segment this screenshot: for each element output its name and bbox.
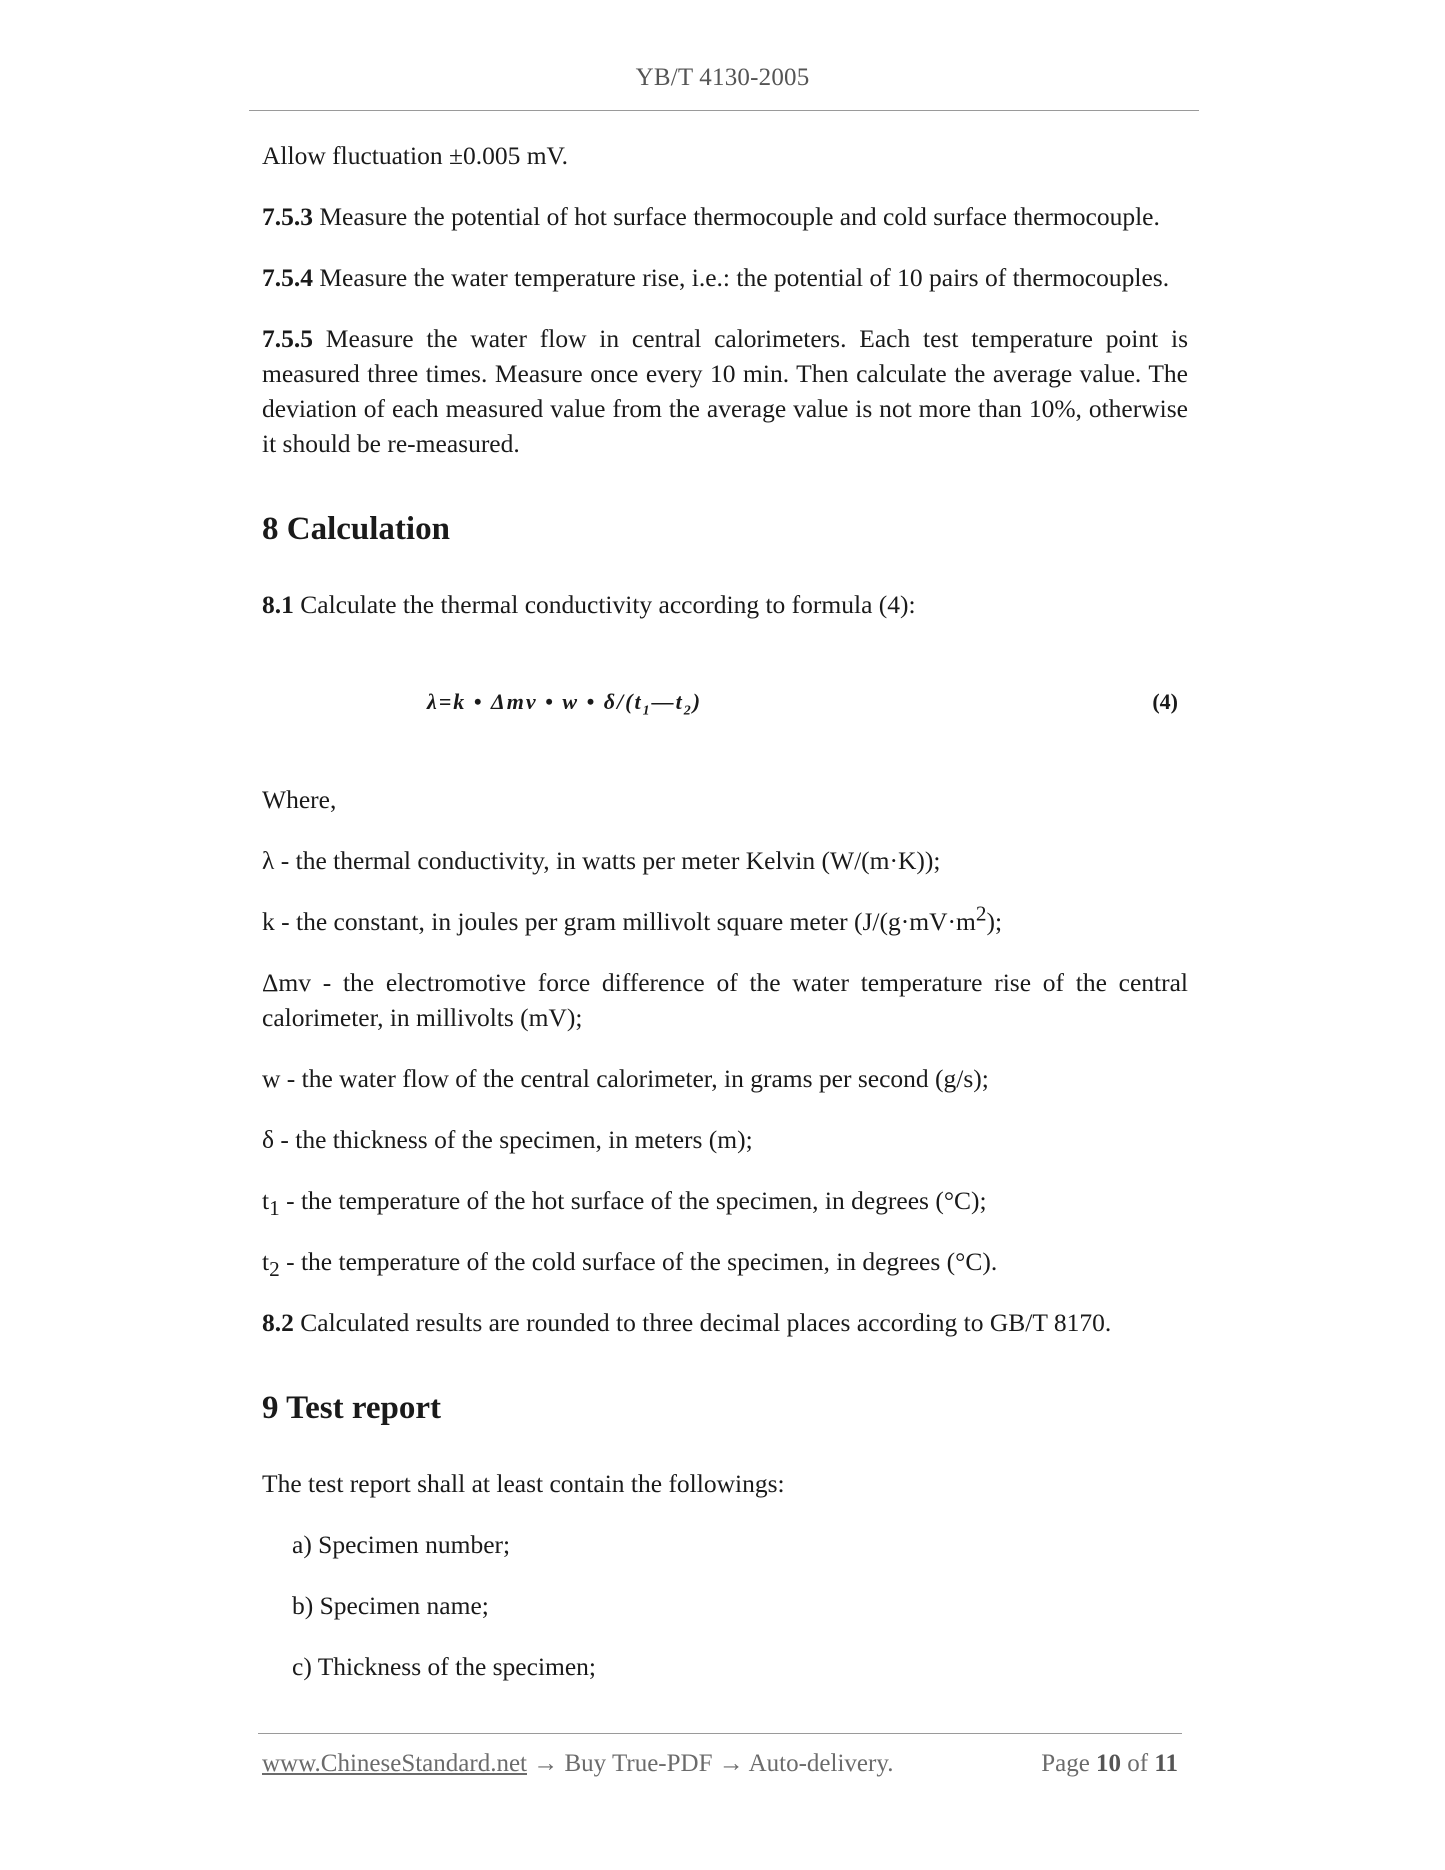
clause-8-1 — [262, 587, 1188, 622]
definition-t2: $t_2$ - the temperature of the cold surface of the specimen, in degrees (°C). — [262, 1247, 998, 1282]
definition-lambda: λ - the thermal conductivity, in watts per meter Kelvin (W/(m·K)); — [262, 846, 941, 875]
clause-7-5-3 — [262, 199, 1188, 234]
section-heading-8: 8 Calculation — [262, 511, 450, 547]
current-page: 10 — [1096, 1750, 1122, 1777]
thermal-conductivity-formula: λ=k • Δmv • w • $\delta/(t_1—t_2)$ — [427, 689, 703, 719]
clause-7-5-5 — [262, 321, 1188, 461]
clause-number: 8.2 — [262, 1308, 294, 1337]
header-divider — [249, 110, 1199, 111]
total-pages: 11 — [1154, 1750, 1178, 1777]
formula-block — [262, 662, 1188, 752]
definition-delta-mv: Δmv - the electromotive force difference of the water temperature rise of the central calorimeter, in millivolts (mV); — [262, 968, 1188, 1032]
document-body — [262, 138, 1188, 1710]
footer-divider — [258, 1733, 1182, 1734]
clause-7-5-4 — [262, 260, 1188, 295]
page-number: Page 10 of 11 — [1041, 1750, 1178, 1777]
list-item: b) Specimen name; — [292, 1591, 489, 1620]
footer-promo — [262, 1750, 893, 1778]
clause-text: Calculated results are rounded to three decimal places according to GB/T 8170. — [293, 1308, 1112, 1337]
clause-number: 7.5.4 — [262, 263, 313, 292]
definition-k: k - the constant, in joules per gram millivolt square meter ($J/(g\cdot mV\cdot m^2)$; — [262, 901, 1003, 936]
clause-number: 7.5.3 — [262, 202, 313, 231]
list-item: c) Thickness of the specimen; — [292, 1652, 597, 1681]
list-item: a) Specimen number; — [292, 1530, 511, 1559]
definition-t1: $t_1$ - the temperature of the hot surface of the specimen, in degrees (°C); — [262, 1186, 987, 1221]
section-heading-9: 9 Test report — [262, 1390, 442, 1426]
definition-delta: δ - the thickness of the specimen, in meters (m); — [262, 1125, 753, 1154]
definition-w: w - the water flow of the central calorimeter, in grams per second (g/s); — [262, 1064, 989, 1093]
clause-text: Measure the water flow in central calorimeters. Each test temperature point is measured three times. Measure once every 10 min. Then calculate the average value. The deviation of each measured value from the average value is not more than 10%, otherwise it should be re-measured. — [262, 324, 1188, 458]
clause-8-2 — [262, 1305, 1188, 1340]
report-intro: The test report shall at least contain the followings: — [262, 1469, 785, 1498]
page-header-title: YB/T 4130-2005 — [635, 64, 810, 91]
clause-number: 8.1 — [262, 590, 294, 619]
clause-text: Measure the water temperature rise, i.e.: the potential of 10 pairs of thermocouples. — [313, 263, 1170, 292]
footer-promo-text: → Buy True-PDF → Auto-delivery. — [527, 1750, 894, 1777]
fluctuation-paragraph: Allow fluctuation ±0.005 mV. — [262, 141, 569, 170]
where-label: Where, — [262, 785, 337, 814]
clause-text: Calculate the thermal conductivity according to formula (4): — [293, 590, 916, 619]
website-link[interactable]: www.ChineseStandard.net — [262, 1750, 527, 1777]
clause-text: Measure the potential of hot surface thermocouple and cold surface thermocouple. — [313, 202, 1160, 231]
formula-number: (4) — [1152, 689, 1178, 714]
clause-number: 7.5.5 — [262, 324, 313, 353]
